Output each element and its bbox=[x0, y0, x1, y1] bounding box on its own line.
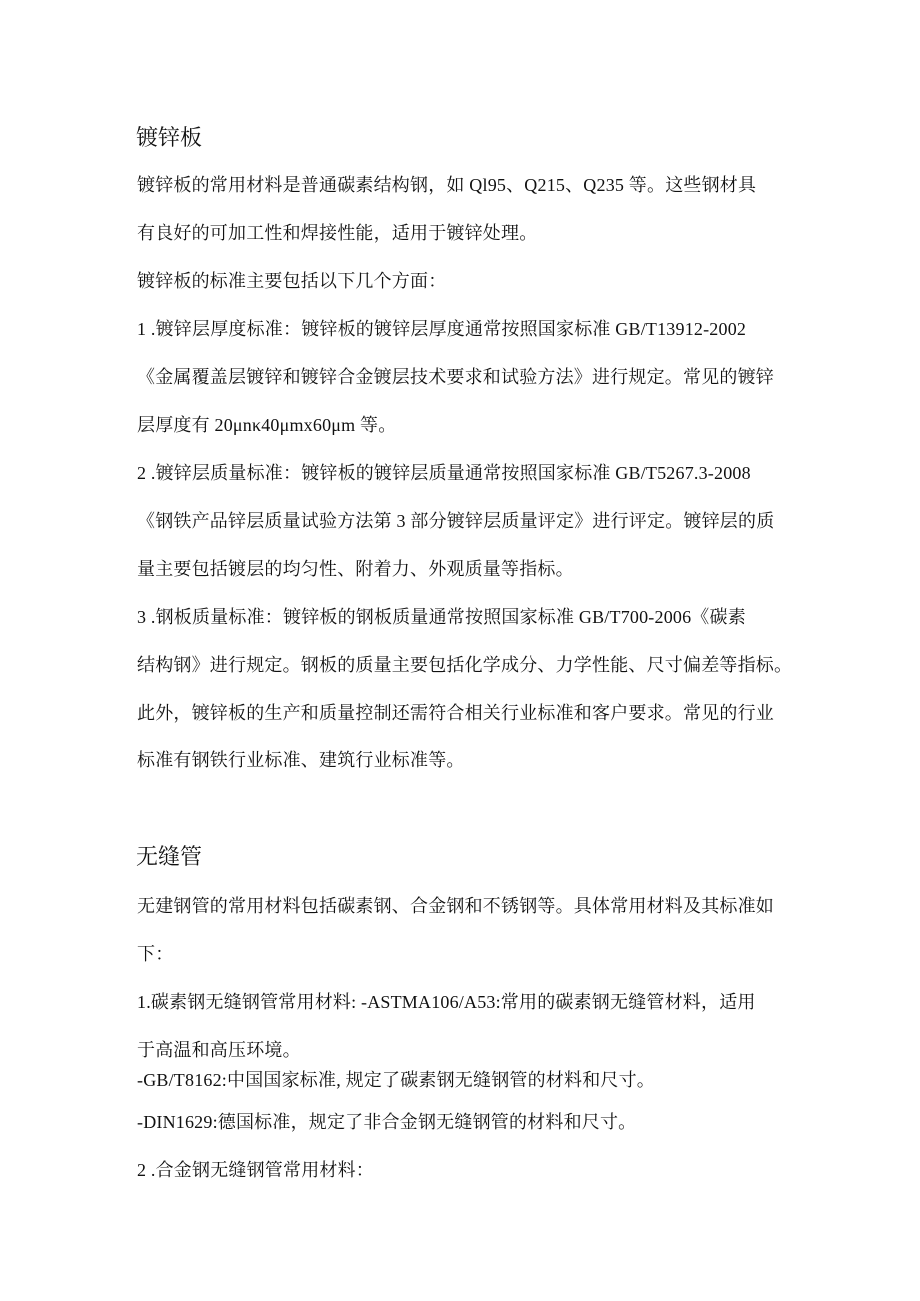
list-item-line: 1.碳素钢无缝钢管常用材料: -ASTMA106/A53:常用的碳素钢无缝管材料，适用 bbox=[137, 992, 756, 1012]
paragraph-line: 无建钢管的常用材料包括碳素钢、合金钢和不锈钢等。具体常用材料及其标准如 bbox=[137, 896, 774, 916]
list-item-line: 《金属覆盖层镀锌和镀锌合金镀层技术要求和试验方法》进行规定。常见的镀锌 bbox=[137, 367, 774, 387]
list-item-line: -GB/T8162:中国国家标准, 规定了碳素钢无缝钢管的材料和尺寸。 bbox=[137, 1070, 655, 1090]
list-item-line: 3 .钢板质量标准：镀锌板的钢板质量通常按照国家标准 GB/T700-2006《碳素 bbox=[137, 607, 746, 627]
paragraph-line: 镀锌板的标准主要包括以下几个方面： bbox=[137, 271, 447, 291]
list-item-line: 1 .镀锌层厚度标准：镀锌板的镀锌层厚度通常按照国家标准 GB/T13912-2002 bbox=[137, 319, 747, 339]
list-item-line: -DIN1629:德国标准，规定了非合金钢无缝钢管的材料和尺寸。 bbox=[137, 1112, 637, 1132]
list-item-line: 结构钢》进行规定。钢板的质量主要包括化学成分、力学性能、尺寸偏差等指标。 bbox=[137, 655, 793, 675]
list-item-line: 量主要包括镀层的均匀性、附着力、外观质量等指标。 bbox=[137, 559, 574, 579]
list-item-line: 2 .合金钢无缝钢管常用材料： bbox=[137, 1160, 374, 1180]
list-item-line: 层厚度有 20μnκ40μmx60μm 等。 bbox=[137, 415, 397, 435]
paragraph-line: 镀锌板的常用材料是普通碳素结构钢，如 Ql95、Q215、Q235 等。这些钢材具 bbox=[137, 175, 757, 195]
section-heading-seamless-pipe: 无缝管 bbox=[136, 845, 203, 870]
paragraph-line: 标准有钢铁行业标准、建筑行业标准等。 bbox=[137, 750, 465, 770]
paragraph-line: 下： bbox=[137, 944, 174, 964]
paragraph-line: 有良好的可加工性和焊接性能，适用于镀锌处理。 bbox=[137, 223, 538, 243]
list-item-line: 2 .镀锌层质量标准：镀锌板的镀锌层质量通常按照国家标准 GB/T5267.3-2008 bbox=[137, 463, 751, 483]
list-item-line: 于高温和高压环境。 bbox=[137, 1040, 301, 1060]
section-heading-galvanized-sheet: 镀锌板 bbox=[136, 126, 203, 151]
list-item-line: 《钢铁产品锌层质量试验方法第 3 部分镀锌层质量评定》进行评定。镀锌层的质 bbox=[137, 511, 775, 531]
paragraph-line: 此外，镀锌板的生产和质量控制还需符合相关行业标准和客户要求。常见的行业 bbox=[137, 703, 774, 723]
